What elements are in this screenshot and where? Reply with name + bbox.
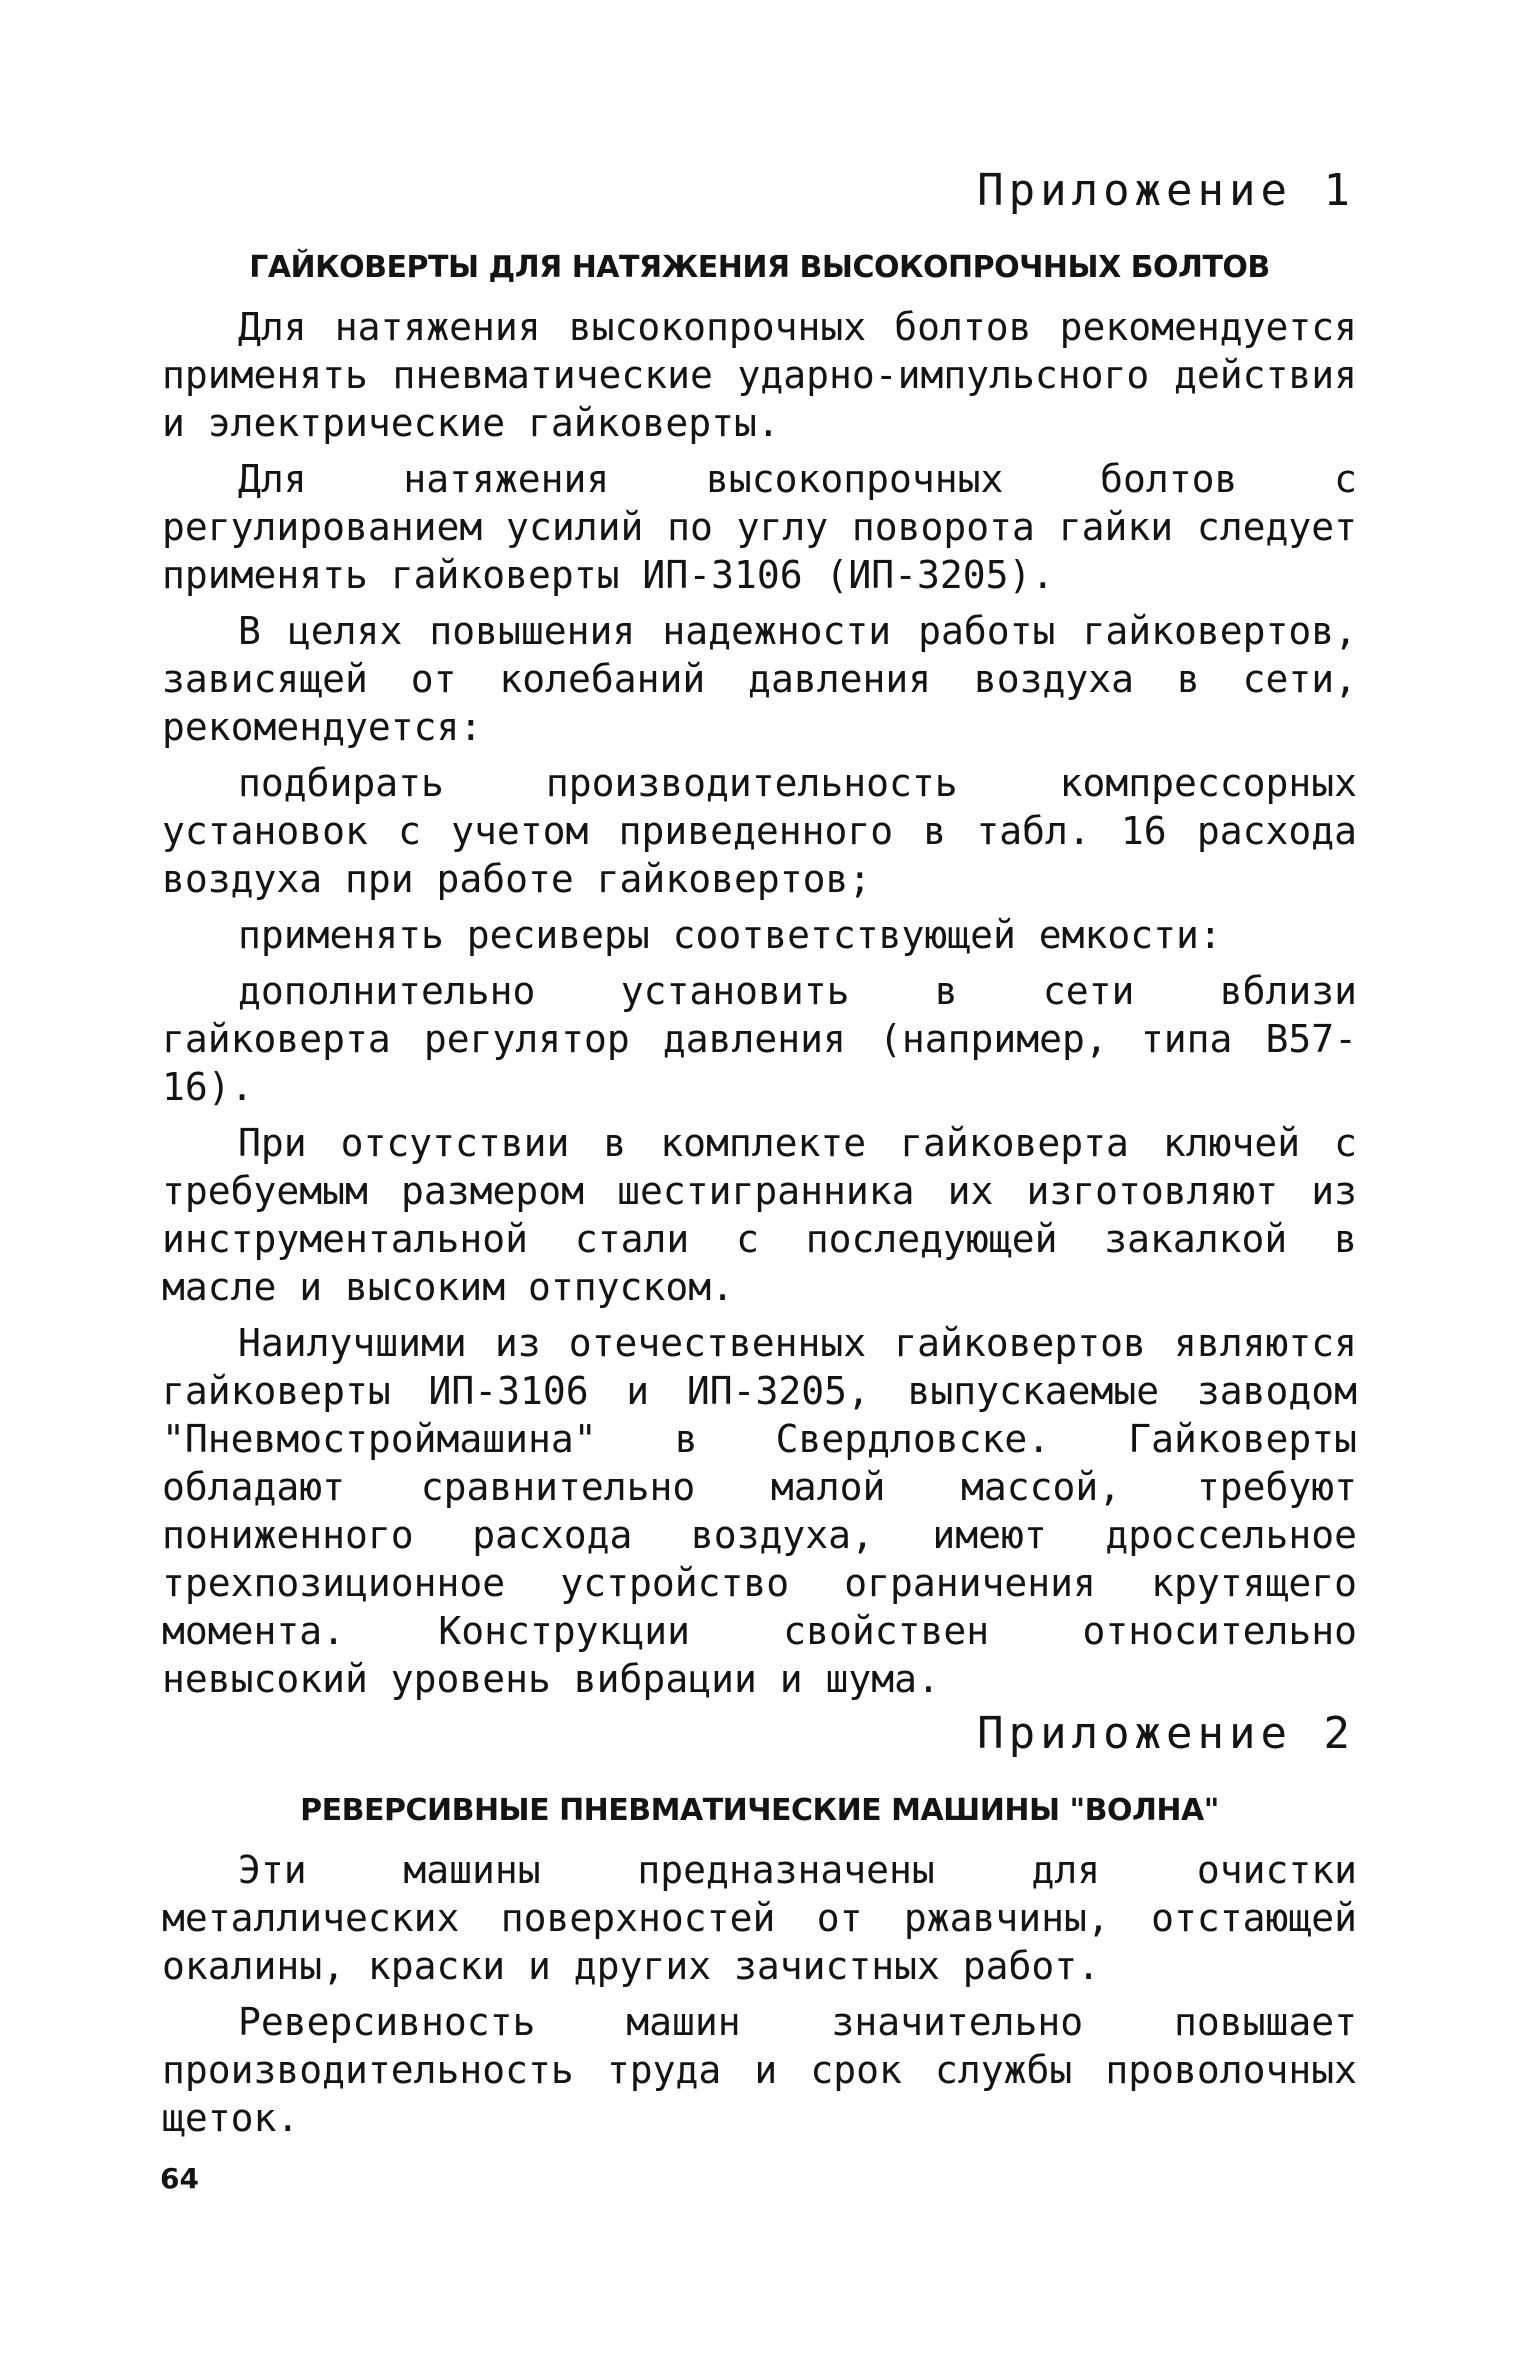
appendix-1-paragraph: Наилучшими из отечественных гайковертов являются гайковерты ИП-3106 и ИП-3205, выпускаемые заводом "Пневмостроймашина" в Свердловске. Гайковерты обладают сравнительно малой массой, требуют пониженного расхода воздуха, имеют дроссельное трехпозиционное устройство ограничения крутящего момента. Конструкции свойствен относительно невысокий уровень вибрации и шума. (162, 1321, 1357, 1701)
appendix-1-paragraph: Для натяжения высокопрочных болтов с регулированием усилий по углу поворота гайки следует применять гайковерты ИП-3106 (ИП-3205). (162, 457, 1357, 597)
appendix-1-section (162, 165, 1357, 1711)
appendix-2-section (162, 1708, 1357, 2150)
appendix-1-paragraph: применять ресиверы соответствующей емкости: (238, 913, 1222, 957)
appendix-2-label: Приложение 2 (977, 1708, 1355, 1759)
appendix-1-paragraph: В целях повышения надежности работы гайковертов, зависящей от колебаний давления воздуха в сети, рекомендуется: (162, 609, 1357, 749)
appendix-1-paragraph: При отсутствии в комплекте гайковерта ключей с требуемым размером шестигранника их изготовляют из инструментальной стали с последующей закалкой в масле и высоким отпуском. (162, 1121, 1357, 1309)
appendix-1-paragraph: Для натяжения высокопрочных болтов рекомендуется применять пневматические ударно-импульсного действия и электрические гайковерты. (162, 305, 1357, 445)
appendix-2-paragraph: Эти машины предназначены для очистки металлических поверхностей от ржавчины, отстающей окалины, краски и других зачистных работ. (162, 1848, 1357, 1988)
appendix-1-label: Приложение 1 (977, 165, 1355, 216)
appendix-2-heading: РЕВЕРСИВНЫЕ ПНЕВМАТИЧЕСКИЕ МАШИНЫ "ВОЛНА" (300, 1793, 1219, 1828)
appendix-1-heading: ГАЙКОВЕРТЫ ДЛЯ НАТЯЖЕНИЯ ВЫСОКОПРОЧНЫХ БОЛТОВ (249, 250, 1270, 285)
appendix-1-paragraph: подбирать производительность компрессорных установок с учетом приведенного в табл. 16 расхода воздуха при работе гайковертов; (162, 761, 1357, 901)
appendix-2-paragraph: Реверсивность машин значительно повышает производительность труда и срок службы проволочных щеток. (162, 2000, 1357, 2140)
page-number: 64 (160, 2162, 199, 2195)
appendix-1-paragraph: дополнительно установить в сети вблизи гайковерта регулятор давления (например, типа В57-16). (162, 969, 1357, 1109)
